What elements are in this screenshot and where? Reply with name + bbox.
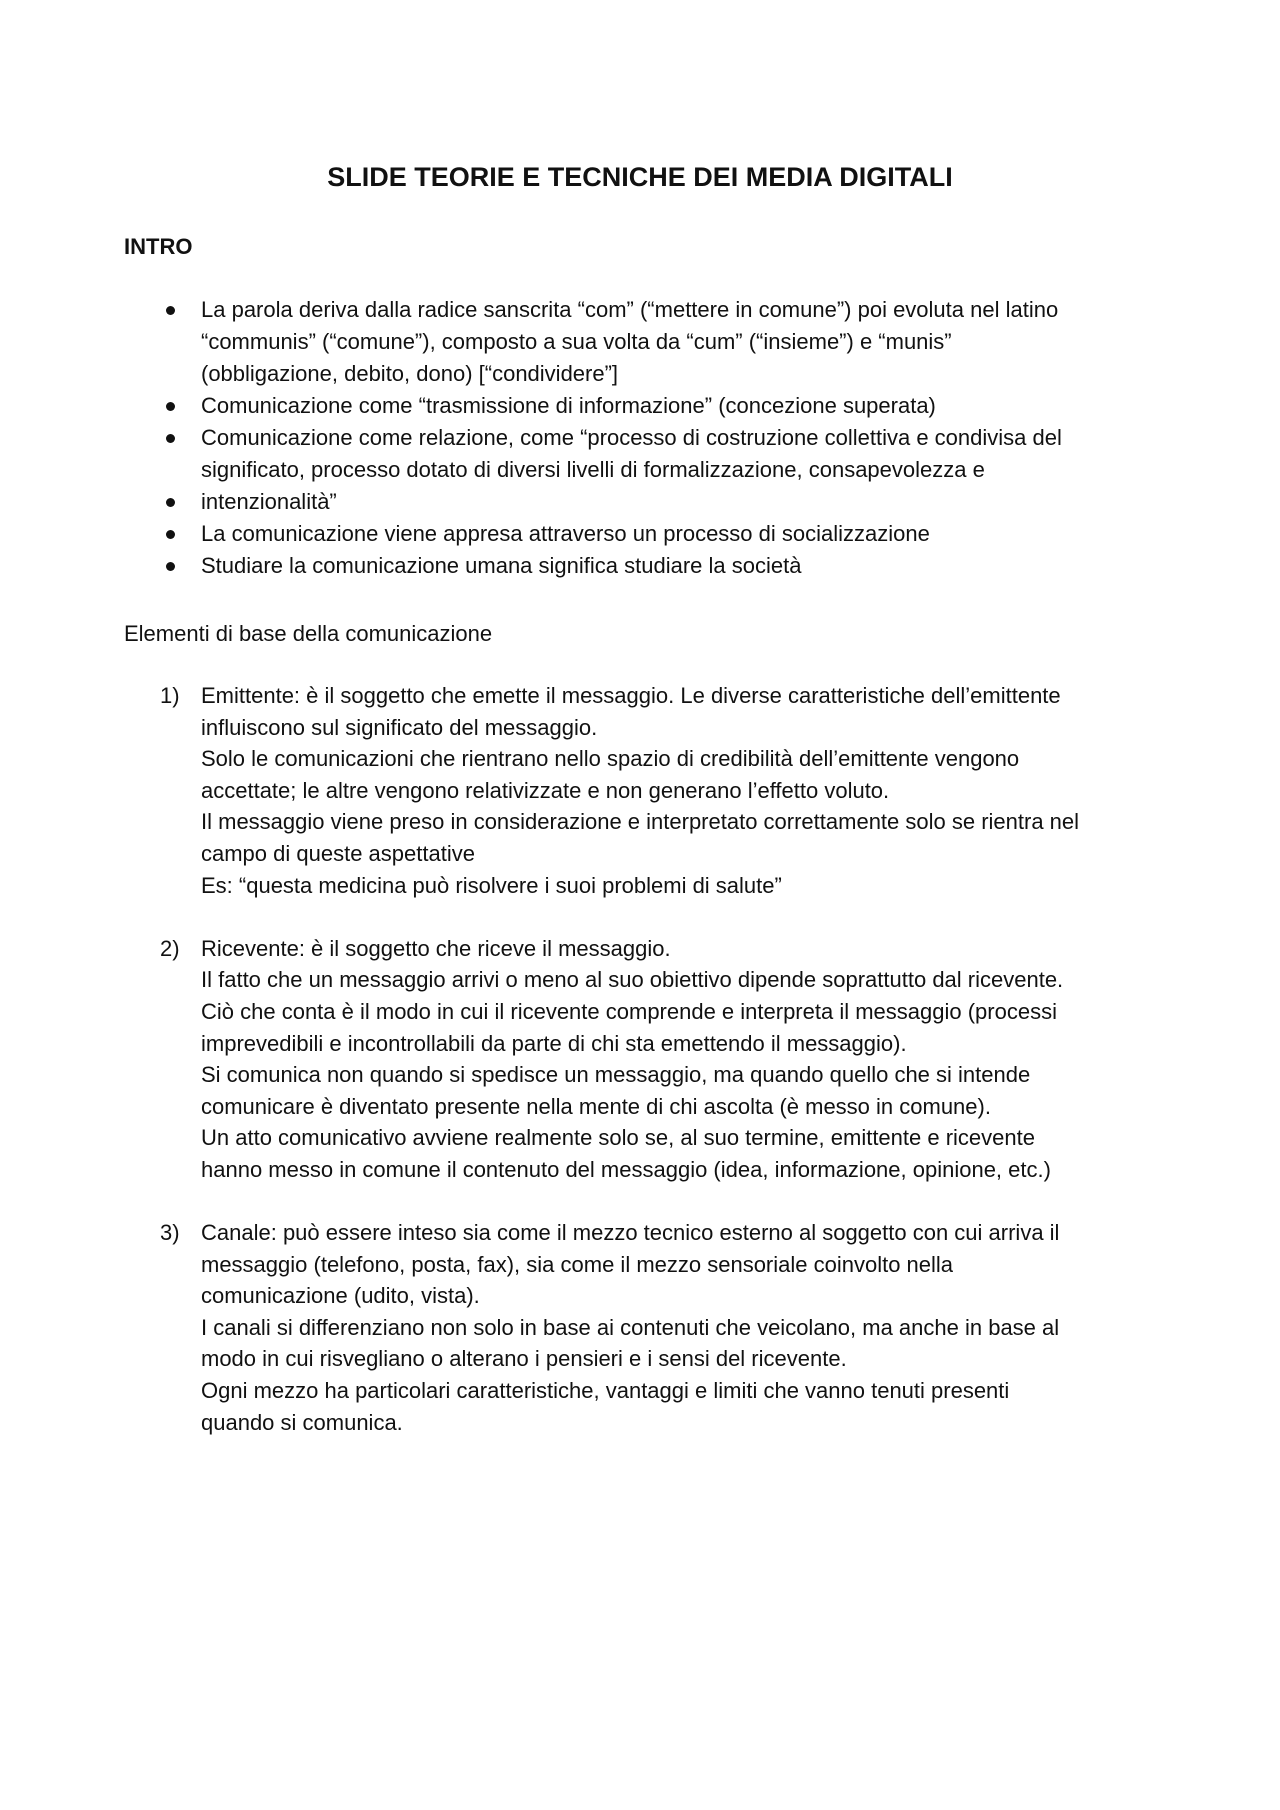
bullet-icon: [166, 402, 175, 411]
elements-numbered-list: [0, 680, 1280, 1470]
bullet-line: (obbligazione, debito, dono) [“condividere”]: [201, 361, 619, 386]
item-line: Solo le comunicazioni che rientrano nello spazio di credibilità dell’emittente vengono: [201, 746, 1020, 772]
item-line: Il fatto che un messaggio arrivi o meno al suo obiettivo dipende soprattutto dal ricevente.: [201, 967, 1064, 993]
bullet-line: intenzionalità”: [201, 489, 337, 514]
item-line: Ciò che conta è il modo in cui il ricevente comprende e interpreta il messaggio (processi: [201, 998, 1057, 1024]
bullet-icon: [166, 434, 175, 443]
item-line: Ricevente: è il soggetto che riceve il messaggio.: [201, 935, 671, 961]
item-line: campo di queste aspettative: [201, 840, 475, 866]
item-line: quando si comunica.: [201, 1409, 403, 1435]
item-line: comunicazione (udito, vista).: [201, 1283, 480, 1309]
item-line: Il messaggio viene preso in considerazione e interpretato correttamente solo se rientra nel: [201, 809, 1080, 835]
bullet-line: Comunicazione come relazione, come “processo di costruzione collettiva e condivisa del: [201, 425, 1062, 450]
item-number: 2): [160, 935, 180, 961]
item-line: accettate; le altre vengono relativizzate e non generano l’effetto voluto.: [201, 777, 890, 803]
numbered-item-emittente: [0, 680, 1280, 901]
bullet-item: [0, 518, 1280, 550]
bullet-item: [0, 390, 1280, 422]
item-line: Es: “questa medicina può risolvere i suoi problemi di salute”: [201, 872, 782, 898]
bullet-line: La comunicazione viene appresa attraverso un processo di socializzazione: [201, 521, 930, 546]
item-line: modo in cui risvegliano o alterano i pensieri e i sensi del ricevente.: [201, 1346, 847, 1372]
bullet-line: La parola deriva dalla radice sanscrita “com” (“mettere in comune”) poi evoluta nel latino: [201, 297, 1059, 322]
item-line: imprevedibili e incontrollabili da parte di chi sta emettendo il messaggio).: [201, 1030, 907, 1056]
item-line: I canali si differenziano non solo in base ai contenuti che veicolano, ma anche in base al: [201, 1314, 1060, 1340]
bullet-line: Comunicazione come “trasmissione di informazione” (concezione superata): [201, 393, 936, 418]
numbered-item-ricevente: [0, 933, 1280, 1186]
item-number: 3): [160, 1220, 180, 1246]
item-line: Un atto comunicativo avviene realmente solo se, al suo termine, emittente e ricevente: [201, 1125, 1035, 1151]
numbered-item-canale: [0, 1217, 1280, 1438]
item-line: Canale: può essere inteso sia come il mezzo tecnico esterno al soggetto con cui arriva il: [201, 1220, 1060, 1246]
intro-bullet-list: [0, 294, 1280, 582]
item-line: Si comunica non quando si spedisce un messaggio, ma quando quello che si intende: [201, 1062, 1031, 1088]
item-number: 1): [160, 683, 180, 708]
bullet-icon: [166, 530, 175, 539]
bullet-line: significato, processo dotato di diversi livelli di formalizzazione, consapevolezza e: [201, 457, 985, 482]
document-title: SLIDE TEORIE E TECNICHE DEI MEDIA DIGITALI: [327, 162, 953, 192]
item-line: hanno messo in comune il contenuto del messaggio (idea, informazione, opinione, etc.): [201, 1156, 1051, 1182]
bullet-icon: [166, 562, 175, 571]
bullet-icon: [166, 498, 175, 507]
bullet-line: Studiare la comunicazione umana significa studiare la società: [201, 553, 802, 578]
bullet-item: [0, 486, 1280, 518]
item-line: messaggio (telefono, posta, fax), sia come il mezzo sensoriale coinvolto nella: [201, 1251, 954, 1277]
item-line: comunicare è diventato presente nella mente di chi ascolta (è messo in comune).: [201, 1093, 991, 1119]
bullet-item: [0, 550, 1280, 582]
item-line: Ogni mezzo ha particolari caratteristiche, vantaggi e limiti che vanno tenuti presenti: [201, 1378, 1010, 1404]
bullet-item: [0, 294, 1280, 390]
item-line: influiscono sul significato del messaggio.: [201, 714, 598, 740]
intro-heading: INTRO: [124, 234, 193, 259]
bullet-line: “communis” (“comune”), composto a sua volta da “cum” (“insieme”) e “munis”: [201, 329, 952, 354]
elements-heading: Elementi di base della comunicazione: [124, 621, 493, 646]
bullet-icon: [166, 306, 175, 315]
item-line: Emittente: è il soggetto che emette il messaggio. Le diverse caratteristiche dell’emittente: [201, 683, 1061, 708]
bullet-item: [0, 422, 1280, 486]
